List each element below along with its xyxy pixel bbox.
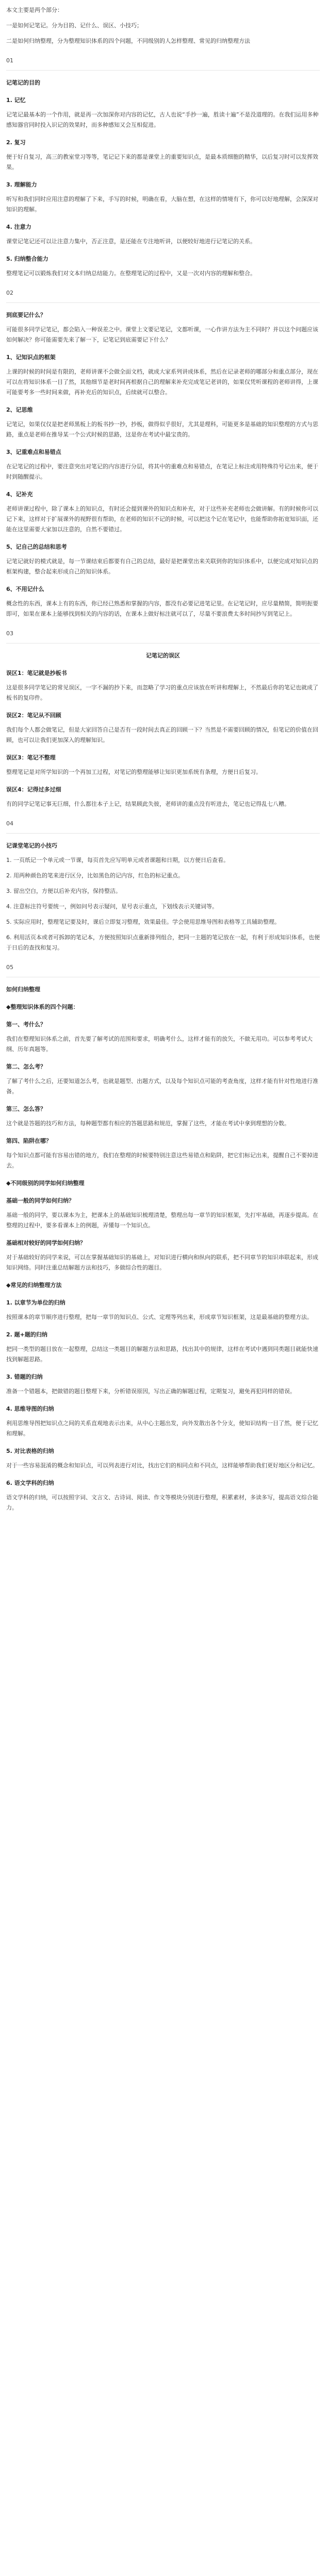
subsection-title: 2、记思维 <box>6 406 33 413</box>
list-item: 3. 留出空白，方便以后补充内容，保持整洁。 <box>6 888 121 894</box>
intro-line: 本文主要是两个部分： <box>6 7 63 13</box>
section-organize <box>6 962 320 1513</box>
subsection-title: 3. 理解能力 <box>6 181 37 188</box>
paragraph: 在记笔记的过程中，要注意突出对笔记的内容进行分层，将其中的重难点和易错点，在笔记上标注或用特殊符号记出来，便于时到随醒提示。 <box>6 463 318 480</box>
subsection-title: 第三、怎么答？ <box>6 1106 46 1112</box>
subsection-title: 第一、考什么？ <box>6 1021 46 1028</box>
paragraph: 每个知识点都可能有容易出错的地方，我们在整理的时候要特别注意这些易错点和陷阱，把它们标记出来，提醒自己不要掉进去。 <box>6 1152 318 1169</box>
paragraph: 听写和我们同时应用注意的理解了下来，手写的时候，明确在看，大脑在想，在这样的情境有下，你可以好地理解，会深深对知识的理解。 <box>6 196 318 213</box>
section-title: 记笔记的目的 <box>6 79 40 86</box>
paragraph: 上课的时候的时间是有限的，老师讲课不会做全面文档，就成大家系列讲成体系，然后在记录老师的哪部分和重点部分，现在可以在将知识体系一目了然，其他细节是老时间再根据自己的理解来补充完成笔记老讲的，如果仅凭听课程的老师讲得，上课可能要考多一些时间来做，再补充后的知识点，后续就可以整合。 <box>6 368 318 396</box>
paragraph: 我们每个人都会做笔记，但是大家回答自己是否有一段时间去真正的回顾一下？当然是不需要回顾的情况，但笔记的价值在回顾，也可以让我们更加深入的理解知识。 <box>6 726 318 743</box>
section-tips <box>6 819 320 953</box>
list-item: 2. 用两种颜色的笔来进行区分，比如黑色的记内容，红色的标记重点。 <box>6 872 184 879</box>
paragraph: 整理笔记可以锻炼我们对文本归纳总结能力。在整理笔记的过程中，又是一次对内容的理解和整合。 <box>6 270 256 277</box>
subsection-title: 5. 对比表格的归纳 <box>6 1448 54 1454</box>
paragraph: 语文学科的归纳，可以按照字词、文言文、古诗词、阅读、作文等模块分别进行整理，积累素材，多读多写，提高语文综合能力。 <box>6 1494 318 1511</box>
subsection-title: 3. 错题的归纳 <box>6 1374 43 1380</box>
paragraph: 利用思维导图把知识点之间的关系直观地表示出来，从中心主题出发，向外发散出各个分支，使知识结构一目了然，便于记忆和理解。 <box>6 1420 318 1437</box>
subsection-title: 4. 注意力 <box>6 224 31 230</box>
subsection-title: 1、记知识点的框架 <box>6 354 56 361</box>
subsection-title: 4、记补充 <box>6 491 33 498</box>
subheading: ◆不同级别的同学如何归纳整理 <box>6 1180 85 1187</box>
subsection-title: 2. 复习 <box>6 139 26 146</box>
paragraph: 按照课本的章节顺序进行整理，把每一章节的知识点、公式、定理等列出来，形成章节知识框架，这是最基础的整理方法。 <box>6 1314 313 1320</box>
section-number: 04 <box>6 820 13 827</box>
intro-line: 二是如何归纳整理，分为整理知识体系的四个问题，不同级别的人怎样整理、常见的归纳整理方法 <box>6 38 250 44</box>
subsection-title: 误区2：笔记从不回顾 <box>6 712 61 719</box>
section-number: 03 <box>6 630 13 637</box>
paragraph: 对于基础较好的同学来说，可以在掌握基础知识的基础上，对知识进行横向和纵向的联系，把不同章节的知识串联起来，形成知识网络。同时注重总结解题方法和技巧，多做综合性的题目。 <box>6 1254 318 1271</box>
paragraph: 老师讲课过程中，除了课本上的知识点，有时还会提到课外的知识点和补充，对于这些补充老师也会做讲解。有的时候你可以记下来，这样对于扩展课外的视野很有帮助，在老师的知识不记的时候，可以把这个记在笔记中，也能帮助你拓宽知识面，还能在这里需要大家加以注意的，自然不要错过。 <box>6 505 318 533</box>
paragraph: 准备一个错题本，把做错的题目整理下来，分析错误原因，写出正确的解题过程，定期复习，避免再犯同样的错误。 <box>6 1388 296 1395</box>
subsection-title: 第二、怎么考？ <box>6 1063 46 1070</box>
subsection-title: 6、不用记什么 <box>6 586 44 592</box>
paragraph: 把同一类型的题目放在一起整理，总结这一类题目的解题方法和思路，找出其中的规律，这样在考试中遇到同类题目就能快速找到解题思路。 <box>6 1346 318 1363</box>
section-number: 01 <box>6 57 13 64</box>
subsection-title: 5、记自己的总结和思考 <box>6 544 67 550</box>
paragraph: 这个就是答题的技巧和方法，每种题型都有相应的答题思路和规范，掌握了这些，才能在考试中拿到理想的分数。 <box>6 1120 290 1127</box>
paragraph: 了解了考什么之后，还要知道怎么考，也就是题型、出题方式，以及每个知识点可能的考查角度，这样才能有针对性地进行准备。 <box>6 1078 318 1095</box>
intro-section <box>6 5 320 46</box>
paragraph: 这是很多同学笔记的常见误区，一字不漏的抄下来，而忽略了学习的重点应该放在听讲和理解上，不然最后你的笔记也就成了板书的复印件。 <box>6 684 318 701</box>
subsection-title: 1. 以章节为单位的归纳 <box>6 1299 66 1306</box>
divider <box>6 302 320 303</box>
subsection-title: 3、记重难点和易错点 <box>6 449 61 455</box>
section-mistakes <box>6 629 320 809</box>
subsection-title: 6. 语文学科的归纳 <box>6 1480 54 1486</box>
paragraph: 可能很多同学记笔记，都会陷入一种误差之中。课堂上文要记笔记，文都听课，一心作讲方法为主不同时？并以这个问题应该如何解决？你可能需要先来了解一下，记笔记到底需要记下什么？ <box>6 326 318 343</box>
section-what-to-record <box>6 288 320 619</box>
section-purpose <box>6 56 320 279</box>
section-title: 记课堂笔记的小技巧 <box>6 842 57 849</box>
paragraph: 我们在整理知识体系之前，首先要了解考试的范围和要求，明确考什么，这样才能有的放矢，不做无用功。可以参考考试大纲、历年真题等。 <box>6 1036 313 1053</box>
subsection-title: 4. 思维导图的归纳 <box>6 1405 54 1412</box>
subsection-title: 5. 归纳整合能力 <box>6 256 48 262</box>
paragraph: 记笔记，如果仅仅是把老师黑板上的板书抄一抄，抄板，做得似乎很好，尤其是理科，可能更多是基础的知识整理的方式与思路，重点是老师在推导某一个公式时候的思路，这是你在考试中最宝贵的。 <box>6 421 318 438</box>
list-item: 1. 一页纸记一个单元或一节课，每页首先应写明单元或者课题和日期，以方便日后查看。 <box>6 857 229 863</box>
subsection-title: 第四、陷阱在哪？ <box>6 1138 52 1144</box>
paragraph: 概念性的东西，课本上有的东西，你已经已熟悉和掌握的内容，都没有必要记进笔记里。在记笔记时，应尽量精简，简明扼要即可，如果在课本上能够找到相关的内容的话，在课本上做好标注就可以了，尽量不要浪费太多时间抄写到笔记上。 <box>6 600 318 617</box>
subsection-title: 1. 记忆 <box>6 97 26 104</box>
paragraph: 整理笔记是对所学知识的一个再加工过程，对笔记的整理能够让知识更加系统有条理，方便日后复习。 <box>6 769 262 775</box>
section-title: 到底要记什么？ <box>6 312 46 318</box>
subsection-title: 基础相对较好的同学如何归纳？ <box>6 1240 86 1246</box>
paragraph: 对于一些容易混淆的概念和知识点，可以列表进行对比，找出它们的相同点和不同点，这样能够帮助我们更好地区分和记忆。 <box>6 1462 318 1469</box>
paragraph: 便于好自复习，高三的教室堂习等等，笔记记下来的都是课堂上的重要知识点，是最本质细胞的精华，以后复习时可以发挥效果。 <box>6 154 318 171</box>
subsection-title: 误区3：笔记不整理 <box>6 754 56 761</box>
paragraph: 记笔记最基本的一个作用，就是再一次加深你对内容的记忆，古人也说“手抄一遍，胜读十遍”不是没道理的。在我们运用多种感知器官同时投入识记的效果时，而多种感知又会互相促进。 <box>6 111 319 128</box>
subsection-title: 误区4：记得过多过细 <box>6 786 61 793</box>
subsection-title: 误区1：笔记就是抄板书 <box>6 670 67 676</box>
divider <box>6 70 320 71</box>
subsection-title: 基础一般的同学如何归纳？ <box>6 1197 74 1204</box>
subheading: ◆常见的归纳整理方法 <box>6 1282 62 1289</box>
paragraph: 有的同学记笔记事无巨细，什么都往本子上记，结果顾此失彼，老师讲的重点没有听进去，笔记也记得乱七八糟。 <box>6 801 290 807</box>
section-number: 02 <box>6 290 13 296</box>
paragraph: 记笔记就好的模式就是，每一节课结束后都要有自己的总结，最好是把课堂出来关联到你的知识体系中，以便完成对知识点的框架构建，整合起来形成自己的知识体系。 <box>6 558 318 575</box>
list-item: 5. 实际应用时，整理笔记要及时，课后立即复习整理，效果最佳。学会使用思维导图和表格等工具辅助整理。 <box>6 919 280 925</box>
divider <box>6 833 320 834</box>
subsection-title: 2. 题+题的归纳 <box>6 1331 47 1338</box>
intro-line: 一是如何记笔记。分为目的、记什么、误区、小技巧； <box>6 22 142 29</box>
paragraph: 基础一般的同学，要以课本为主，把课本上的基础知识梳理清楚，整理出每一章节的知识框架，先打牢基础，再逐步提高。在整理的过程中，要多看课本上的例题，弄懂每一个知识点。 <box>6 1212 318 1229</box>
section-title: 如何归纳整理 <box>6 986 40 993</box>
list-item: 4. 注意标注符号要统一，例如问号表示疑问，星号表示重点，下划线表示关键词等。 <box>6 903 218 910</box>
paragraph: 课堂记笔记还可以让注意力集中，否正注意，是还能在专注地听讲，以便较好地进行记笔记的关系。 <box>6 238 256 245</box>
list-item: 6. 利用活页本或者可拆卸的笔记本，方便按照知识点重新排列组合，把同一主题的笔记放在一起，有利于形成知识体系，也便于日后的查找和复习。 <box>6 934 320 951</box>
section-title: 记笔记的误区 <box>146 652 180 659</box>
subheading: ◆整理知识体系的四个问题： <box>6 1004 79 1010</box>
section-number: 05 <box>6 964 13 971</box>
